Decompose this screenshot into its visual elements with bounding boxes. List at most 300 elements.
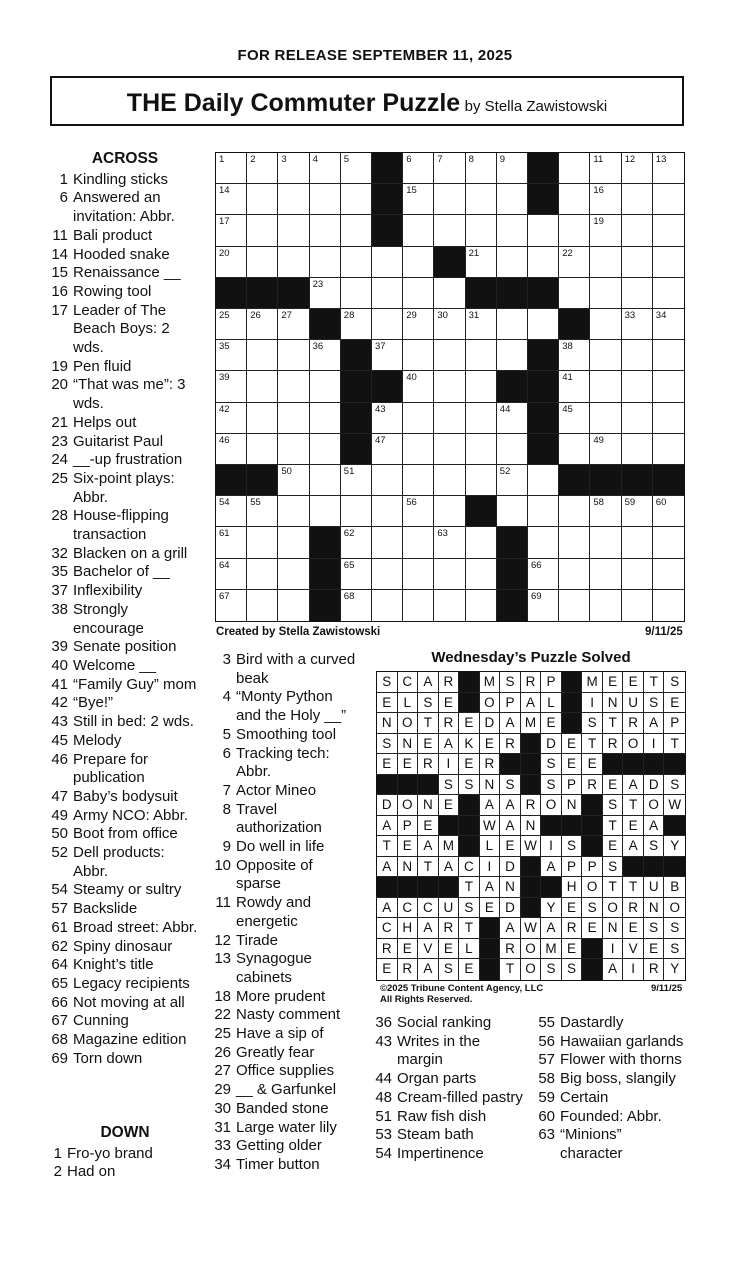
grid-cell[interactable] — [341, 215, 372, 246]
grid-cell[interactable] — [622, 278, 653, 309]
clue-item — [50, 1031, 200, 1050]
grid-cell[interactable] — [403, 340, 434, 371]
grid-cell[interactable] — [372, 403, 403, 434]
grid-cell[interactable] — [434, 309, 465, 340]
grid-cell[interactable] — [434, 184, 465, 215]
grid-cell[interactable] — [403, 309, 434, 340]
copyright-date: 9/11/25 — [651, 983, 683, 994]
grid-cell[interactable] — [403, 247, 434, 278]
grid-cell[interactable] — [434, 496, 465, 527]
clue-text: Founded: Abbr. — [560, 1107, 662, 1125]
grid-cell[interactable] — [341, 278, 372, 309]
solution-letter: H — [398, 918, 419, 939]
grid-cell[interactable] — [590, 371, 621, 402]
solution-letter: N — [603, 693, 624, 714]
clue-text: Organ parts — [397, 1070, 477, 1088]
grid-cell[interactable] — [372, 496, 403, 527]
black-square — [497, 371, 528, 402]
grid-cell[interactable] — [434, 465, 465, 496]
grid-cell[interactable] — [434, 590, 465, 621]
grid-cell[interactable] — [403, 278, 434, 309]
solution-letter: N — [603, 918, 624, 939]
grid-cell[interactable] — [497, 247, 528, 278]
grid-cell[interactable] — [466, 184, 497, 215]
byline: by Stella Zawistowski — [464, 98, 608, 115]
solution-letter: V — [623, 939, 644, 960]
solution-letter: E — [562, 898, 583, 919]
grid-cell[interactable] — [247, 496, 278, 527]
clue-number: 42 — [51, 694, 68, 712]
clue-item — [50, 713, 200, 732]
clue-text: Synagogue cabinets — [236, 950, 312, 986]
grid-cell[interactable] — [216, 496, 247, 527]
cell-number: 19 — [593, 216, 604, 228]
grid-cell[interactable] — [278, 247, 309, 278]
grid-cell[interactable] — [528, 247, 559, 278]
grid-cell[interactable] — [653, 184, 684, 215]
grid-cell[interactable] — [310, 496, 341, 527]
grid-cell[interactable] — [310, 371, 341, 402]
grid-cell[interactable] — [559, 184, 590, 215]
grid-cell[interactable] — [216, 434, 247, 465]
grid-cell[interactable] — [559, 215, 590, 246]
grid-cell[interactable] — [216, 309, 247, 340]
grid-cell[interactable] — [590, 184, 621, 215]
grid-cell[interactable] — [247, 184, 278, 215]
grid-cell[interactable] — [341, 153, 372, 184]
grid-cell[interactable] — [403, 184, 434, 215]
grid-cell[interactable] — [622, 403, 653, 434]
clue-text: Baby’s bodysuit — [73, 787, 178, 805]
grid-cell[interactable] — [278, 215, 309, 246]
solution-letter: R — [562, 918, 583, 939]
grid-cell[interactable] — [653, 215, 684, 246]
grid-cell[interactable] — [559, 340, 590, 371]
grid-cell[interactable] — [216, 184, 247, 215]
grid-cell[interactable] — [372, 340, 403, 371]
clue-item — [213, 782, 358, 801]
grid-cell[interactable] — [590, 434, 621, 465]
crossword-grid[interactable] — [215, 152, 685, 622]
cell-number: 35 — [219, 341, 230, 353]
grid-cell[interactable] — [434, 371, 465, 402]
grid-cell[interactable] — [310, 184, 341, 215]
grid-cell[interactable] — [466, 371, 497, 402]
solution-letter: T — [603, 713, 624, 734]
grid-cell[interactable] — [622, 309, 653, 340]
grid-cell[interactable] — [403, 527, 434, 558]
grid-cell[interactable] — [559, 527, 590, 558]
black-square — [341, 434, 372, 465]
solution-letter: T — [418, 713, 439, 734]
grid-cell[interactable] — [247, 559, 278, 590]
clue-number: 1 — [59, 170, 68, 188]
grid-cell[interactable] — [653, 527, 684, 558]
grid-cell[interactable] — [559, 434, 590, 465]
grid-cell[interactable] — [247, 527, 278, 558]
clue-number: 45 — [51, 731, 68, 749]
grid-cell[interactable] — [466, 215, 497, 246]
clue-text: Legacy recipients — [73, 974, 190, 992]
solution-black-square — [500, 754, 521, 775]
solution-black-square — [582, 959, 603, 980]
cell-number: 40 — [406, 372, 417, 384]
grid-cell[interactable] — [653, 278, 684, 309]
grid-cell[interactable] — [497, 340, 528, 371]
solution-letter: S — [644, 693, 665, 714]
grid-cell[interactable] — [653, 434, 684, 465]
cell-number: 51 — [343, 466, 355, 477]
clue-text: Not moving at all — [73, 993, 185, 1011]
grid-cell[interactable] — [216, 247, 247, 278]
grid-cell[interactable] — [559, 496, 590, 527]
grid-cell[interactable] — [310, 403, 341, 434]
grid-cell[interactable] — [466, 465, 497, 496]
grid-cell[interactable] — [372, 465, 403, 496]
grid-cell[interactable] — [466, 559, 497, 590]
solution-black-square — [582, 939, 603, 960]
grid-cell[interactable] — [590, 340, 621, 371]
solution-letter: E — [459, 959, 480, 980]
black-square — [466, 278, 497, 309]
solution-letter: N — [377, 713, 398, 734]
cell-number: 43 — [375, 403, 386, 415]
grid-cell[interactable] — [216, 371, 247, 402]
grid-cell[interactable] — [216, 153, 247, 184]
grid-cell[interactable] — [247, 340, 278, 371]
solution-letter: S — [603, 857, 624, 878]
solution-letter: U — [439, 898, 460, 919]
grid-cell[interactable] — [247, 247, 278, 278]
grid-cell[interactable] — [403, 371, 434, 402]
clue-text: More prudent — [236, 987, 326, 1005]
grid-cell[interactable] — [466, 527, 497, 558]
grid-cell[interactable] — [341, 465, 372, 496]
grid-cell[interactable] — [310, 465, 341, 496]
grid-cell[interactable] — [216, 559, 247, 590]
grid-cell[interactable] — [310, 153, 341, 184]
grid-cell[interactable] — [434, 340, 465, 371]
grid-cell[interactable] — [403, 434, 434, 465]
grid-cell[interactable] — [559, 247, 590, 278]
grid-cell[interactable] — [341, 247, 372, 278]
solution-letter: P — [562, 775, 583, 796]
grid-cell[interactable] — [434, 278, 465, 309]
clue-text: Six-point plays: Abbr. — [73, 469, 175, 506]
down-clues-col4 — [537, 1014, 687, 1164]
clue-text: Dastardly — [560, 1014, 624, 1031]
grid-cell[interactable] — [278, 340, 309, 371]
grid-cell[interactable] — [372, 247, 403, 278]
grid-cell[interactable] — [434, 559, 465, 590]
grid-cell[interactable] — [559, 153, 590, 184]
clue-item — [213, 1100, 358, 1119]
grid-cell[interactable] — [310, 215, 341, 246]
grid-cell[interactable] — [434, 527, 465, 558]
cell-number: 44 — [499, 403, 511, 415]
clue-text: Bachelor of __ — [73, 563, 170, 581]
solution-black-square — [377, 877, 398, 898]
solution-letter: P — [398, 816, 419, 837]
grid-cell[interactable] — [247, 371, 278, 402]
grid-cell[interactable] — [590, 559, 621, 590]
grid-cell[interactable] — [341, 559, 372, 590]
cell-number: 60 — [655, 497, 667, 509]
grid-cell[interactable] — [278, 153, 309, 184]
solution-black-square — [480, 939, 501, 960]
solution-letter: E — [377, 693, 398, 714]
clue-text: Rowdy and energetic — [236, 894, 312, 930]
grid-cell[interactable] — [653, 247, 684, 278]
grid-cell[interactable] — [278, 590, 309, 621]
grid-cell[interactable] — [528, 527, 559, 558]
grid-cell[interactable] — [403, 153, 434, 184]
clue-text: “That was me”: 3 wds. — [73, 376, 186, 413]
clue-item — [374, 1033, 524, 1070]
grid-cell[interactable] — [310, 340, 341, 371]
clue-number: 20 — [51, 376, 68, 394]
grid-cell[interactable] — [559, 559, 590, 590]
grid-cell[interactable] — [497, 184, 528, 215]
grid-cell[interactable] — [434, 434, 465, 465]
grid-cell[interactable] — [622, 496, 653, 527]
grid-cell[interactable] — [278, 434, 309, 465]
grid-cell[interactable] — [590, 496, 621, 527]
grid-cell[interactable] — [247, 590, 278, 621]
grid-cell[interactable] — [622, 215, 653, 246]
black-square — [310, 590, 341, 621]
grid-credit: Created by Stella Zawistowski — [216, 626, 381, 638]
grid-cell[interactable] — [622, 153, 653, 184]
grid-cell[interactable] — [434, 215, 465, 246]
copyright-line2: All Rights Reserved. — [380, 994, 473, 1005]
grid-cell[interactable] — [466, 247, 497, 278]
grid-cell[interactable] — [466, 309, 497, 340]
grid-cell[interactable] — [528, 496, 559, 527]
grid-cell[interactable] — [341, 184, 372, 215]
grid-cell[interactable] — [403, 496, 434, 527]
grid-cell[interactable] — [247, 153, 278, 184]
solution-letter: E — [500, 836, 521, 857]
grid-cell[interactable] — [622, 184, 653, 215]
grid-cell[interactable] — [216, 527, 247, 558]
grid-cell[interactable] — [278, 465, 309, 496]
solution-letter: Y — [664, 836, 685, 857]
cell-number: 15 — [406, 185, 417, 197]
grid-cell[interactable] — [310, 278, 341, 309]
solution-letter: S — [541, 775, 562, 796]
grid-cell[interactable] — [216, 340, 247, 371]
grid-cell[interactable] — [653, 371, 684, 402]
grid-cell[interactable] — [372, 559, 403, 590]
grid-cell[interactable] — [278, 309, 309, 340]
grid-cell[interactable] — [528, 590, 559, 621]
solution-black-square — [582, 816, 603, 837]
grid-cell[interactable] — [372, 309, 403, 340]
grid-cell[interactable] — [434, 153, 465, 184]
grid-cell[interactable] — [622, 340, 653, 371]
solution-black-square — [377, 775, 398, 796]
solution-letter: P — [541, 672, 562, 693]
grid-cell[interactable] — [497, 465, 528, 496]
solution-black-square — [644, 857, 665, 878]
clue-item — [50, 1145, 200, 1164]
solution-letter: W — [521, 836, 542, 857]
grid-cell[interactable] — [403, 465, 434, 496]
grid-cell[interactable] — [559, 278, 590, 309]
grid-cell[interactable] — [653, 590, 684, 621]
solution-letter: S — [664, 672, 685, 693]
grid-cell[interactable] — [528, 465, 559, 496]
clue-number: 31 — [214, 1118, 231, 1136]
black-square — [590, 465, 621, 496]
grid-cell[interactable] — [372, 527, 403, 558]
solution-letter: N — [398, 734, 419, 755]
grid-cell[interactable] — [310, 434, 341, 465]
grid-cell[interactable] — [403, 559, 434, 590]
grid-cell[interactable] — [278, 527, 309, 558]
grid-cell[interactable] — [403, 215, 434, 246]
solution-letter: D — [500, 857, 521, 878]
grid-cell[interactable] — [528, 215, 559, 246]
grid-cell[interactable] — [590, 153, 621, 184]
grid-cell[interactable] — [341, 496, 372, 527]
grid-cell[interactable] — [372, 278, 403, 309]
grid-cell[interactable] — [622, 559, 653, 590]
grid-cell[interactable] — [341, 590, 372, 621]
grid-cell[interactable] — [216, 590, 247, 621]
grid-cell[interactable] — [278, 559, 309, 590]
down-clues-col1 — [50, 1124, 200, 1182]
grid-cell[interactable] — [622, 371, 653, 402]
clue-item — [213, 988, 358, 1007]
grid-cell[interactable] — [466, 590, 497, 621]
grid-cell[interactable] — [559, 371, 590, 402]
down-heading: DOWN — [100, 1124, 150, 1141]
clue-text: Helps out — [73, 413, 137, 431]
clue-number: 22 — [214, 1006, 231, 1024]
grid-cell[interactable] — [497, 153, 528, 184]
clue-number: 43 — [375, 1032, 392, 1050]
clue-item — [213, 651, 358, 688]
clue-text: Travel authorization — [236, 800, 322, 837]
grid-cell[interactable] — [622, 247, 653, 278]
grid-cell[interactable] — [497, 434, 528, 465]
grid-cell[interactable] — [216, 403, 247, 434]
grid-cell[interactable] — [403, 590, 434, 621]
clue-number: 23 — [51, 432, 68, 450]
clue-text: Had on — [67, 1163, 116, 1181]
grid-cell[interactable] — [372, 590, 403, 621]
grid-cell[interactable] — [466, 434, 497, 465]
grid-cell[interactable] — [466, 153, 497, 184]
solution-letter: L — [398, 693, 419, 714]
solution-letter: T — [418, 857, 439, 878]
clue-item — [213, 1119, 358, 1138]
grid-cell[interactable] — [247, 403, 278, 434]
grid-cell[interactable] — [278, 496, 309, 527]
grid-cell[interactable] — [278, 403, 309, 434]
grid-cell[interactable] — [528, 309, 559, 340]
grid-cell[interactable] — [278, 184, 309, 215]
grid-cell[interactable] — [653, 153, 684, 184]
grid-cell[interactable] — [466, 403, 497, 434]
solution-letter: R — [521, 795, 542, 816]
grid-cell[interactable] — [622, 527, 653, 558]
grid-cell[interactable] — [590, 215, 621, 246]
grid-cell[interactable] — [278, 371, 309, 402]
grid-cell[interactable] — [497, 309, 528, 340]
grid-cell[interactable] — [341, 309, 372, 340]
clue-text: Answered an invitation: Abbr. — [73, 189, 175, 226]
grid-cell[interactable] — [559, 403, 590, 434]
grid-cell[interactable] — [528, 559, 559, 590]
clue-number: 11 — [215, 894, 231, 912]
clue-text: Hawaiian garlands — [560, 1032, 684, 1050]
grid-cell[interactable] — [559, 590, 590, 621]
grid-cell[interactable] — [622, 434, 653, 465]
solution-letter: Y — [541, 898, 562, 919]
grid-cell[interactable] — [590, 247, 621, 278]
clue-item — [50, 807, 200, 826]
grid-cell[interactable] — [497, 215, 528, 246]
grid-cell[interactable] — [466, 340, 497, 371]
solution-black-square — [398, 877, 419, 898]
clue-item — [50, 246, 200, 265]
grid-cell[interactable] — [653, 309, 684, 340]
solution-letter: N — [480, 775, 501, 796]
grid-cell[interactable] — [247, 434, 278, 465]
grid-cell[interactable] — [247, 215, 278, 246]
grid-cell[interactable] — [653, 403, 684, 434]
clue-item — [50, 900, 200, 919]
solution-letter: T — [500, 959, 521, 980]
grid-cell[interactable] — [341, 527, 372, 558]
solution-letter: E — [439, 693, 460, 714]
black-square — [497, 527, 528, 558]
grid-cell[interactable] — [247, 309, 278, 340]
grid-cell[interactable] — [590, 278, 621, 309]
clue-number: 49 — [51, 806, 68, 824]
grid-cell[interactable] — [590, 527, 621, 558]
solution-letter: H — [562, 877, 583, 898]
grid-cell[interactable] — [216, 215, 247, 246]
grid-cell[interactable] — [434, 403, 465, 434]
black-square — [528, 371, 559, 402]
cell-number: 33 — [624, 310, 636, 321]
grid-cell[interactable] — [590, 403, 621, 434]
grid-cell[interactable] — [653, 496, 684, 527]
grid-cell[interactable] — [622, 590, 653, 621]
clue-item — [213, 894, 358, 931]
grid-cell[interactable] — [653, 559, 684, 590]
grid-cell[interactable] — [372, 434, 403, 465]
clue-text: Writes in the margin — [397, 1032, 481, 1069]
grid-cell[interactable] — [497, 403, 528, 434]
grid-cell[interactable] — [653, 340, 684, 371]
grid-cell[interactable] — [497, 496, 528, 527]
grid-cell[interactable] — [310, 247, 341, 278]
clue-number: 54 — [51, 881, 68, 899]
clue-item — [50, 433, 200, 452]
clue-number: 53 — [375, 1126, 392, 1144]
grid-cell[interactable] — [590, 309, 621, 340]
black-square — [622, 465, 653, 496]
grid-cell[interactable] — [403, 403, 434, 434]
clue-item — [50, 227, 200, 246]
grid-cell[interactable] — [590, 590, 621, 621]
clue-item — [50, 414, 200, 433]
